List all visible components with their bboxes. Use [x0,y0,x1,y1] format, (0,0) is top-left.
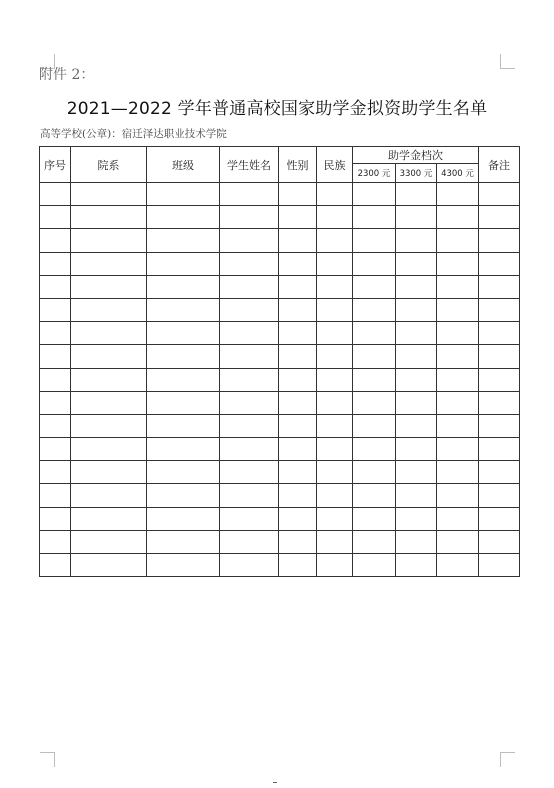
document-title: 2021—2022 学年普通高校国家助学金拟资助学生名单 [66,99,488,119]
table-cell [40,414,71,437]
table-cell [437,252,479,275]
table-cell [437,484,479,507]
header-department: 院系 [71,147,147,183]
table-cell [353,414,396,437]
table-cell [437,530,479,553]
table-cell [279,345,317,368]
header-ethnicity: 民族 [317,147,353,183]
student-list-table [39,146,520,577]
table-row [40,438,520,461]
table-cell [220,275,279,298]
table-cell [353,438,396,461]
table-cell [317,275,353,298]
table-cell [353,206,396,229]
table-cell [279,414,317,437]
table-cell [147,206,220,229]
table-row [40,252,520,275]
table-cell [279,183,317,206]
crop-mark-bottom-left [40,752,55,767]
table-cell [40,368,71,391]
table-cell [479,206,520,229]
table-cell [279,554,317,577]
table-cell [396,229,437,252]
table-cell [317,391,353,414]
table-cell [317,507,353,530]
table-cell [147,484,220,507]
table-cell [220,530,279,553]
table-cell [147,183,220,206]
table-cell [479,484,520,507]
table-cell [353,298,396,321]
table-cell [71,298,147,321]
table-body [40,183,520,577]
table-cell [279,252,317,275]
table-cell [479,554,520,577]
table-cell [279,298,317,321]
table-cell [317,322,353,345]
table-cell [71,252,147,275]
table-cell [220,554,279,577]
table-cell [147,368,220,391]
table-cell [353,345,396,368]
table-cell [147,554,220,577]
table-cell [479,438,520,461]
table-cell [437,206,479,229]
table-cell [220,229,279,252]
table-cell [71,438,147,461]
table-cell [396,345,437,368]
table-cell [353,322,396,345]
table-cell [147,438,220,461]
crop-mark-top-right [500,54,515,69]
table-cell [437,275,479,298]
table-cell [220,345,279,368]
table-cell [317,461,353,484]
table-row [40,554,520,577]
table-cell [220,507,279,530]
table-cell [220,461,279,484]
table-cell [40,229,71,252]
table-cell [396,438,437,461]
table-cell [147,461,220,484]
table-cell [71,229,147,252]
school-line: 高等学校(公章)：宿迁泽达职业技术学院 [40,128,227,140]
table-cell [40,484,71,507]
table-cell [40,275,71,298]
table-row [40,507,520,530]
table-cell [353,461,396,484]
table-cell [279,438,317,461]
table-cell [437,554,479,577]
table-row [40,391,520,414]
table-cell [40,391,71,414]
page-footer-mark [273,782,277,783]
table-cell [40,252,71,275]
table-cell [317,530,353,553]
table-cell [220,206,279,229]
table-cell [396,554,437,577]
table-cell [40,322,71,345]
table-cell [71,322,147,345]
table-cell [220,438,279,461]
table-cell [279,368,317,391]
table-cell [220,484,279,507]
table-row [40,530,520,553]
table-cell [220,391,279,414]
table-row [40,183,520,206]
table-cell [40,183,71,206]
header-student-name: 学生姓名 [220,147,279,183]
crop-mark-bottom-right [500,752,515,767]
table-row [40,275,520,298]
table-cell [317,206,353,229]
table-cell [71,554,147,577]
table-cell [147,507,220,530]
table-cell [396,322,437,345]
table-cell [71,345,147,368]
table-cell [479,368,520,391]
table-cell [437,368,479,391]
table-cell [147,391,220,414]
table-cell [317,554,353,577]
table-row [40,298,520,321]
table-cell [437,229,479,252]
header-class: 班级 [147,147,220,183]
table-cell [71,275,147,298]
table-cell [147,322,220,345]
table-cell [147,275,220,298]
table-cell [317,229,353,252]
table-cell [279,461,317,484]
table-cell [40,507,71,530]
table-cell [479,298,520,321]
header-level-4300: 4300 元 [437,164,479,183]
table-cell [437,322,479,345]
table-cell [317,345,353,368]
table-cell [220,368,279,391]
table-cell [71,530,147,553]
table-cell [279,206,317,229]
header-level-2300: 2300 元 [353,164,396,183]
table-row [40,461,520,484]
table-cell [353,484,396,507]
table-cell [147,229,220,252]
table-cell [396,206,437,229]
table-cell [396,414,437,437]
table-cell [147,414,220,437]
table-cell [279,530,317,553]
table-cell [279,507,317,530]
table-cell [437,298,479,321]
table-cell [353,229,396,252]
table-cell [437,345,479,368]
table-cell [317,414,353,437]
table-row [40,368,520,391]
table-row [40,229,520,252]
table-row [40,345,520,368]
table-cell [396,183,437,206]
header-grant-level: 助学金档次 [353,147,479,164]
table-cell [437,183,479,206]
table-cell [437,438,479,461]
attachment-label: 附件 2： [39,67,95,83]
table-cell [479,391,520,414]
table-cell [71,183,147,206]
table-cell [437,391,479,414]
table-cell [71,206,147,229]
table-cell [479,507,520,530]
table-cell [40,530,71,553]
table-cell [353,554,396,577]
table-cell [220,322,279,345]
table-cell [147,345,220,368]
table-row [40,322,520,345]
table-cell [220,183,279,206]
table-cell [220,252,279,275]
table-cell [40,554,71,577]
table-cell [353,252,396,275]
table-cell [279,275,317,298]
table-cell [71,414,147,437]
table-cell [147,252,220,275]
table-cell [353,391,396,414]
table-cell [353,530,396,553]
table-cell [479,345,520,368]
table-cell [40,438,71,461]
header-remarks: 备注 [479,147,520,183]
table-cell [40,298,71,321]
table-cell [71,461,147,484]
table-cell [396,484,437,507]
table-row [40,414,520,437]
table-cell [479,252,520,275]
table-cell [396,507,437,530]
table-cell [220,298,279,321]
table-cell [317,368,353,391]
table-cell [396,368,437,391]
table-cell [279,484,317,507]
table-cell [396,530,437,553]
table-cell [353,275,396,298]
table-cell [437,414,479,437]
table-cell [71,484,147,507]
table-cell [479,322,520,345]
table-cell [353,507,396,530]
table-cell [479,229,520,252]
table-cell [353,183,396,206]
table-row [40,206,520,229]
table-cell [479,530,520,553]
table-cell [396,391,437,414]
header-seq: 序号 [40,147,71,183]
table-cell [71,368,147,391]
table-cell [279,391,317,414]
table-cell [396,461,437,484]
table-cell [396,252,437,275]
table-cell [479,461,520,484]
table-cell [317,252,353,275]
table-cell [147,298,220,321]
table-cell [437,461,479,484]
table-cell [220,414,279,437]
table-row [40,484,520,507]
table-cell [479,183,520,206]
table-cell [479,414,520,437]
table-cell [396,275,437,298]
table-cell [71,391,147,414]
table-cell [279,229,317,252]
table-cell [353,368,396,391]
table-cell [317,438,353,461]
table-cell [317,183,353,206]
table-cell [317,298,353,321]
table-cell [317,484,353,507]
table-cell [40,461,71,484]
header-gender: 性别 [279,147,317,183]
table-cell [437,507,479,530]
table-cell [479,275,520,298]
table-cell [71,507,147,530]
table-cell [147,530,220,553]
table-cell [279,322,317,345]
table-cell [40,345,71,368]
table-cell [396,298,437,321]
header-level-3300: 3300 元 [396,164,437,183]
table-cell [40,206,71,229]
